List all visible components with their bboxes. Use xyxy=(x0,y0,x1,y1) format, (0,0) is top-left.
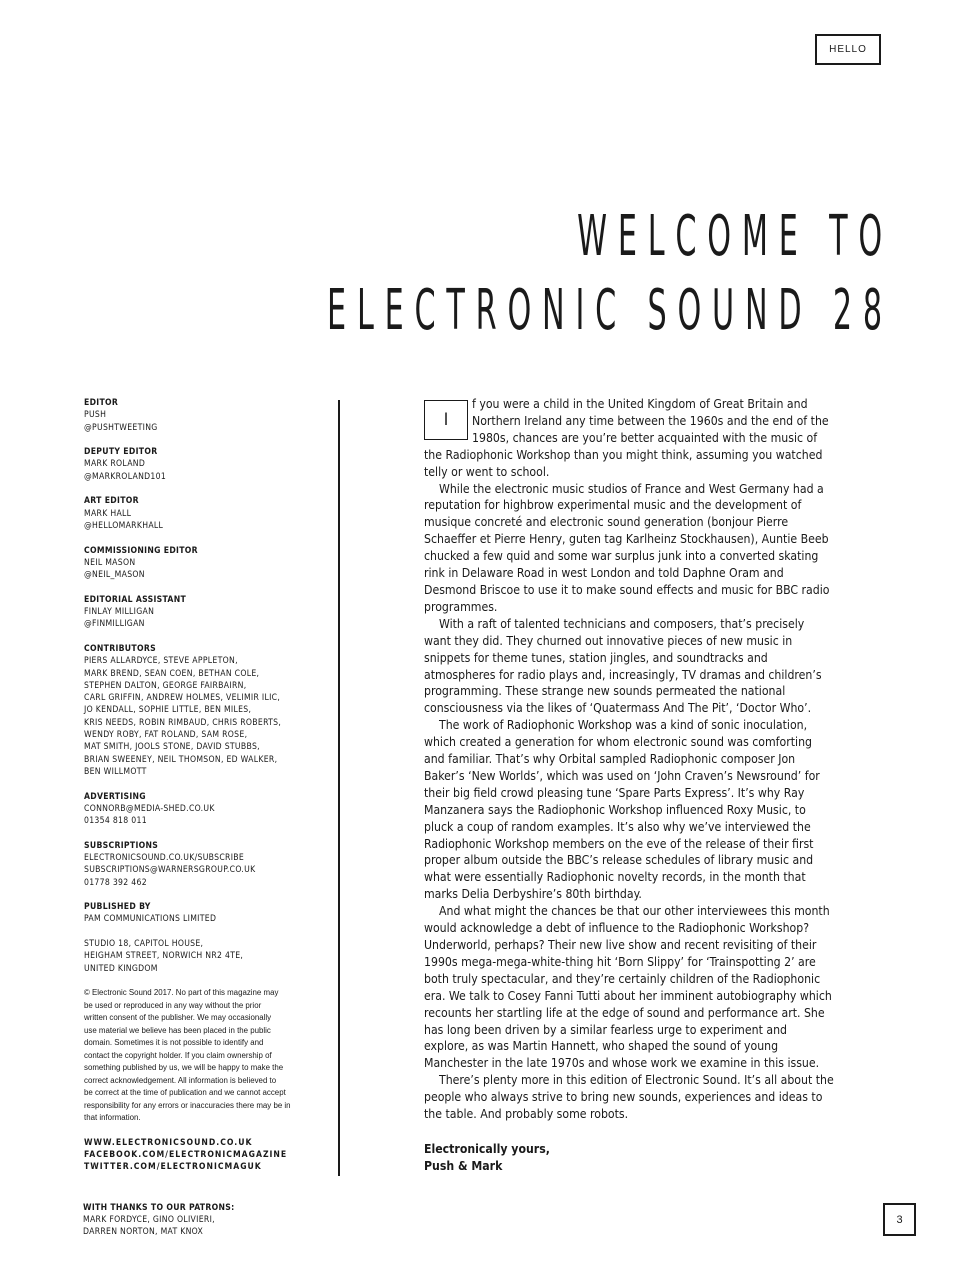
article-paragraph: With a raft of talented technicians and composers, that’s precisely want they did. They churned out innovative pieces of new music in snippets for theme tunes, station jingles, and soundtracks and atmospheres for radio plays and, increasingly, TV dramas and children’s programming. These strange new sounds permeated the national consciousness via the likes of ‘Quatermass And The Pit’, ‘Doctor Who’. xyxy=(424,616,822,716)
masthead-line: CARL GRIFFIN, ANDREW HOLMES, VELIMIR ILIC, xyxy=(84,693,281,704)
masthead-line: BEN WILLMOTT xyxy=(84,766,147,777)
section-tab: HELLO xyxy=(815,34,881,65)
masthead-groups xyxy=(84,397,320,975)
masthead-group xyxy=(84,446,320,483)
legal-line: be used or reproduced in any way without the prior xyxy=(84,1000,262,1010)
masthead-group xyxy=(84,495,320,532)
masthead-line: NEIL MASON xyxy=(84,557,136,568)
masthead-line: @MARKROLAND101 xyxy=(84,471,167,482)
signoff-names: Push & Mark xyxy=(424,1159,503,1173)
legal-line: domain. Sometimes it is not possible to identify and xyxy=(84,1038,264,1048)
legal-line: responsibility for any errors or inaccuracies there may be in xyxy=(84,1100,291,1110)
first-paragraph-text: f you were a child in the United Kingdom of Great Britain and Northern Ireland any time between the 1960s and the end of the 1980s, chances are you’re better acquainted with the music of the Radiophonic Workshop than you might think, assuming you watched telly or went to school. xyxy=(424,397,829,479)
masthead-line: PAM COMMUNICATIONS LIMITED xyxy=(84,914,217,925)
masthead-line: @NEIL_MASON xyxy=(84,570,145,581)
masthead-line: ELECTRONICSOUND.CO.UK/SUBSCRIBE xyxy=(84,852,245,863)
legal-line: be correct at the time of publication and we cannot accept xyxy=(84,1088,286,1098)
masthead-heading: ART EDITOR xyxy=(84,496,139,507)
masthead-heading: CONTRIBUTORS xyxy=(84,643,156,654)
patron-line: MARK FORDYCE, GINO OLIVIERI, xyxy=(83,1215,215,1225)
masthead-group xyxy=(84,397,320,434)
article-paragraph: The work of Radiophonic Workshop was a kind of sonic inoculation, which created a generation for whom electronic sound was comforting and familiar. That’s why Orbital sampled Radiophonic composer Jon Baker’s ‘New Worlds’, which was used on ‘John Craven’s Newsround’ for their big field crowd pleasing tune ‘Spare Parts Express’. It’s why Ray Manzanera says the Radiophonic Workshop influenced Roxy Music, to pluck a coup of random examples. It’s also why we’ve interviewed the Radiophonic Workshop members on the eve of the release of their first proper album outside the BBC’s release schedules of library music and what were essentially Radiophonic novelty records, in the month that marks Delia Derbyshire’s 80th birthday. xyxy=(424,718,820,902)
masthead-heading: PUBLISHED BY xyxy=(84,902,151,913)
masthead-line: PUSH xyxy=(84,410,107,421)
masthead-line: SUBSCRIPTIONS@WARNERSGROUP.CO.UK xyxy=(84,865,256,876)
patrons-list xyxy=(83,1214,323,1238)
masthead-group xyxy=(84,901,320,926)
article-paragraph: There’s plenty more in this edition of Electronic Sound. It’s all about the people who always strive to bring new sounds, experiences and ideas to the table. And probably some robots. xyxy=(424,1073,834,1122)
masthead-line: WENDY ROBY, FAT ROLAND, SAM ROSE, xyxy=(84,730,248,741)
masthead-line: MARK BREND, SEAN COEN, BETHAN COLE, xyxy=(84,668,260,679)
legal-line: written consent of the publisher. We may occasionally xyxy=(84,1013,272,1023)
masthead-heading: EDITOR xyxy=(84,398,119,408)
article-body xyxy=(424,481,834,1123)
masthead-group xyxy=(84,643,320,778)
masthead-line: MAT SMITH, JOOLS STONE, DAVID STUBBS, xyxy=(84,742,260,753)
masthead-line: MARK HALL xyxy=(84,508,132,519)
web-links xyxy=(84,1137,320,1174)
patrons-title: WITH THANKS TO OUR PATRONS: xyxy=(83,1203,235,1213)
masthead-heading: ADVERTISING xyxy=(84,791,146,802)
masthead-line: BRIAN SWEENEY, NEIL THOMSON, ED WALKER, xyxy=(84,754,278,765)
page-title xyxy=(326,200,893,348)
editorial-article xyxy=(424,396,834,1123)
article-paragraph: And what might the chances be that our other interviewees this month would acknowledge a debt of influence to the Radiophonic Workshop? Underworld, perhaps? Their new live show and recent revisiting of their 1990s mega-mega-white-thing hit ‘Born Slippy’ for ‘Trainspotting 2’ are both truly spectacular, and they’re certainly children of the Radiophonic era. We talk to Cosey Fanni Tutti about her imminent autobiography which recounts her startling life at the edge of sound and performance art. She has long been driven by a similar fearless urge to experiment and explore, as was Martin Hannett, who shaped the sound of young Manchester in the late 1970s and whose work we examine in this issue. xyxy=(424,904,832,1071)
drop-cap: I xyxy=(424,400,468,440)
legal-line: that information. xyxy=(84,1113,141,1123)
masthead-line: FINLAY MILLIGAN xyxy=(84,607,155,618)
title-line-1: WELCOME TO xyxy=(577,204,893,269)
masthead-line: @FINMILLIGAN xyxy=(84,619,145,630)
title-line-2: ELECTRONIC SOUND 28 xyxy=(326,278,893,343)
masthead-heading: SUBSCRIPTIONS xyxy=(84,840,159,851)
masthead-heading: DEPUTY EDITOR xyxy=(84,447,158,458)
article-paragraph xyxy=(424,396,834,481)
masthead-line: JO KENDALL, SOPHIE LITTLE, BEN MILES, xyxy=(84,705,252,716)
masthead-heading: EDITORIAL ASSISTANT xyxy=(84,594,187,605)
legal-line: use material we believe has been placed in the public xyxy=(84,1025,271,1035)
masthead-group xyxy=(84,545,320,582)
page-number: 3 xyxy=(883,1203,916,1236)
web-link: TWITTER.COM/ELECTRONICMAGUK xyxy=(84,1162,262,1173)
masthead-line: @PUSHTWEETING xyxy=(84,422,158,433)
legal-notice xyxy=(84,987,320,1125)
masthead-line: CONNORB@MEDIA-SHED.CO.UK xyxy=(84,803,215,814)
column-divider xyxy=(338,400,340,1176)
masthead-line: 01354 818 011 xyxy=(84,816,147,827)
masthead-line: STUDIO 18, CAPITOL HOUSE, xyxy=(84,939,204,950)
masthead-group xyxy=(84,840,320,889)
masthead-line: KRIS NEEDS, ROBIN RIMBAUD, CHRIS ROBERTS, xyxy=(84,717,282,728)
patron-line: DARREN NORTON, MAT KNOX xyxy=(83,1227,204,1237)
legal-line: something published by us, we will be happy to make the xyxy=(84,1063,284,1073)
masthead-line: @HELLOMARKHALL xyxy=(84,520,164,531)
masthead-line: STEPHEN DALTON, GEORGE FAIRBAIRN, xyxy=(84,680,247,691)
legal-line: © Electronic Sound 2017. No part of this magazine may xyxy=(84,988,279,998)
masthead-line: PIERS ALLARDYCE, STEVE APPLETON, xyxy=(84,656,238,667)
signoff xyxy=(424,1141,550,1175)
masthead-group xyxy=(84,791,320,828)
masthead-group xyxy=(84,594,320,631)
masthead-line: HEIGHAM STREET, NORWICH NR2 4TE, xyxy=(84,951,244,962)
article-paragraph: While the electronic music studios of France and West Germany had a reputation for highbrow experimental music and the development of musique concreté and electronic sound generation (bonjour Pierre Schaeffer et Pierre Henry, guten tag Karlheinz Stockhausen), Auntie Beeb chucked a few quid and some war surplus junk into a converted skating rink in Delaware Road in west London and told Daphne Oram and Desmond Briscoe to use it to make sound effects and music for BBC radio programmes. xyxy=(424,481,830,614)
masthead xyxy=(84,397,320,1174)
signoff-line: Electronically yours, xyxy=(424,1142,550,1156)
legal-line: correct acknowledgement. All information is believed to xyxy=(84,1075,277,1085)
masthead-line: UNITED KINGDOM xyxy=(84,963,158,974)
patrons xyxy=(83,1202,323,1238)
masthead-line: MARK ROLAND xyxy=(84,459,146,470)
legal-line: contact the copyright holder. If you claim ownership of xyxy=(84,1050,272,1060)
masthead-line: 01778 392 462 xyxy=(84,877,147,888)
web-link: FACEBOOK.COM/ELECTRONICMAGAZINE xyxy=(84,1150,288,1161)
web-link: WWW.ELECTRONICSOUND.CO.UK xyxy=(84,1137,253,1148)
masthead-group xyxy=(84,938,320,975)
masthead-heading: COMMISSIONING EDITOR xyxy=(84,545,198,556)
